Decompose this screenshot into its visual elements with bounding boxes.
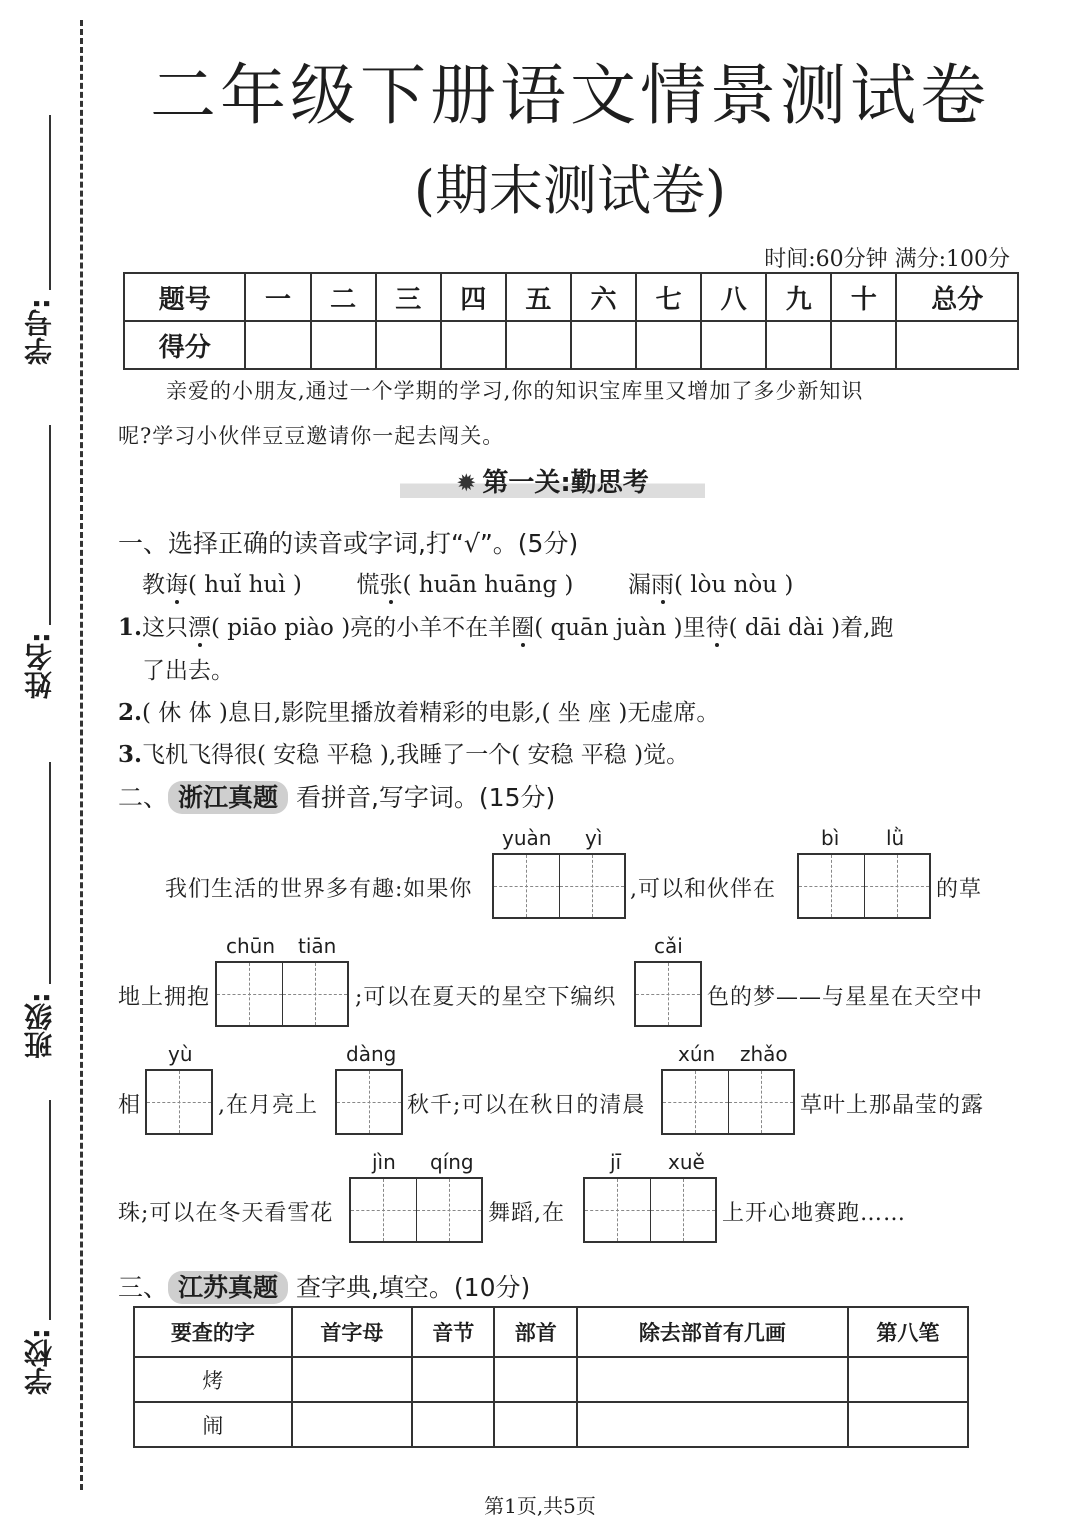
dict-header-cell: 首字母	[292, 1307, 412, 1357]
writing-box[interactable]	[215, 961, 349, 1027]
q2-instruction: 看拼音,写字词。(15分)	[295, 783, 556, 812]
item-number: 2.	[118, 699, 143, 726]
dotted-char: 漂	[188, 615, 212, 641]
dict-header-cell: 音节	[412, 1307, 495, 1357]
pinyin: xuě	[668, 1150, 705, 1174]
student-id-line	[49, 115, 51, 290]
q2-text: 我们生活的世界多有趣:如果你	[165, 877, 473, 902]
score-header-cell: 六	[571, 273, 636, 321]
writing-box[interactable]	[492, 853, 626, 919]
q2-prefix: 二、	[118, 783, 169, 812]
score-header-cell: 题号	[124, 273, 245, 321]
writing-box[interactable]	[797, 853, 931, 919]
intro-line-2: 呢?学习小伙伴豆豆邀请你一起去闯关。	[118, 424, 505, 448]
dict-answer-cell[interactable]	[292, 1357, 412, 1402]
score-header-cell: 八	[701, 273, 766, 321]
pinyin: yuàn	[502, 826, 552, 850]
example-options[interactable]: ( huān huāng )	[402, 572, 574, 598]
item-number: 3.	[118, 741, 143, 768]
pinyin: jìn	[372, 1150, 396, 1174]
dict-char-cell: 烤	[134, 1357, 292, 1402]
score-input-cell[interactable]	[376, 321, 441, 369]
score-header-cell: 总分	[896, 273, 1018, 321]
writing-box[interactable]	[145, 1069, 213, 1135]
score-input-cell[interactable]	[441, 321, 506, 369]
dict-header-cell: 部首	[494, 1307, 577, 1357]
writing-box[interactable]	[661, 1069, 795, 1135]
dict-answer-cell[interactable]	[577, 1357, 848, 1402]
score-input-cell[interactable]	[766, 321, 831, 369]
score-header-cell: 九	[766, 273, 831, 321]
dict-header-cell: 第八笔	[848, 1307, 968, 1357]
level-title: 第一关:勤思考	[482, 468, 649, 498]
pinyin: chūn	[226, 934, 276, 958]
name-label: 姓名:	[23, 632, 56, 700]
example-dotted-char: 雨	[651, 572, 674, 598]
example-dotted-char: 诲	[165, 572, 188, 598]
q2-text: 秋千;可以在秋日的清晨	[407, 1093, 646, 1118]
q3-heading	[118, 1268, 530, 1304]
q1-heading: 一、选择正确的读音或字词,打“√”。(5分)	[118, 529, 579, 558]
page-subtitle: (期末测试卷)	[413, 159, 727, 222]
text: ( quān juàn )里	[534, 615, 706, 641]
q2-text: 上开心地赛跑……	[722, 1201, 907, 1226]
score-input-cell[interactable]	[636, 321, 701, 369]
score-header-cell: 二	[311, 273, 376, 321]
dict-answer-cell[interactable]	[412, 1357, 495, 1402]
score-header-cell: 四	[441, 273, 506, 321]
score-input-cell[interactable]	[896, 321, 1018, 369]
q2-heading	[118, 778, 555, 814]
example-dotted-char: 张	[379, 572, 403, 598]
intro-line-1: 亲爱的小朋友,通过一个学期的学习,你的知识宝库里又增加了多少新知识	[166, 379, 864, 403]
dict-char-cell: 闹	[134, 1402, 292, 1447]
q3-prefix: 三、	[118, 1273, 169, 1302]
score-row-label: 得分	[124, 321, 245, 369]
q3-instruction: 查字典,填空。(10分)	[295, 1273, 531, 1302]
q2-text: 舞蹈,在	[488, 1201, 565, 1226]
dict-answer-cell[interactable]	[494, 1402, 577, 1447]
q2-text: 草叶上那晶莹的露	[800, 1093, 985, 1118]
class-label: 班级:	[23, 992, 56, 1060]
text: ( piāo piào )亮的小羊不在羊	[211, 615, 512, 641]
score-table	[123, 272, 1019, 370]
dict-answer-cell[interactable]	[577, 1402, 848, 1447]
writing-box[interactable]	[583, 1177, 717, 1243]
pinyin: yì	[585, 826, 603, 850]
score-header-cell: 五	[506, 273, 571, 321]
q1-sentence-1-continued: 了出去。	[142, 658, 234, 684]
writing-box[interactable]	[634, 961, 702, 1027]
example-char: 教	[142, 572, 165, 598]
score-input-cell[interactable]	[831, 321, 896, 369]
name-line	[49, 425, 51, 625]
item-number: 1.	[118, 614, 143, 641]
page-title: 二年级下册语文情景测试卷	[150, 57, 990, 134]
example-options[interactable]: ( huǐ huì )	[188, 572, 302, 598]
q2-text: 珠;可以在冬天看雪花	[118, 1201, 334, 1226]
q1-sentence-1[interactable]	[118, 609, 893, 642]
q2-text: ;可以在夏天的星空下编织	[355, 985, 617, 1010]
dotted-char: 圈	[511, 615, 535, 641]
score-input-cell[interactable]	[245, 321, 310, 369]
page-footer: 第1页,共5页	[484, 1494, 596, 1518]
q2-text: 地上拥抱	[118, 985, 211, 1010]
dict-answer-cell[interactable]	[292, 1402, 412, 1447]
score-header-cell: 一	[245, 273, 310, 321]
pinyin: bì	[821, 826, 840, 850]
text: 飞机飞得很( 安稳 平稳 ),我睡了一个( 安稳 平稳 )觉。	[142, 742, 690, 768]
score-header-cell: 十	[831, 273, 896, 321]
dotted-char: 待	[705, 615, 729, 641]
q1-sentence-3[interactable]	[118, 736, 689, 769]
level-banner	[400, 462, 705, 498]
dict-answer-cell[interactable]	[412, 1402, 495, 1447]
time-and-score-info: 时间:60分钟 满分:100分	[764, 247, 1010, 272]
star-icon: ✹	[456, 469, 477, 497]
pinyin: yù	[168, 1042, 193, 1066]
q1-sentence-2[interactable]	[118, 694, 719, 727]
dict-header-cell: 要查的字	[134, 1307, 292, 1357]
dict-answer-cell[interactable]	[494, 1357, 577, 1402]
pinyin: jī	[610, 1150, 622, 1174]
example-char: 慌	[356, 572, 380, 598]
writing-box[interactable]	[335, 1069, 403, 1135]
q2-text: 相	[118, 1093, 142, 1118]
text: ( dāi dài )着,跑	[728, 615, 894, 641]
score-input-cell[interactable]	[311, 321, 376, 369]
score-input-cell[interactable]	[701, 321, 766, 369]
pinyin: cǎi	[654, 934, 683, 958]
class-line	[49, 762, 51, 984]
score-header-cell: 三	[376, 273, 441, 321]
dict-answer-cell[interactable]	[848, 1357, 968, 1402]
score-header-cell: 七	[636, 273, 701, 321]
example-options[interactable]: ( lòu nòu )	[674, 572, 794, 598]
pinyin: dàng	[346, 1042, 397, 1066]
dict-answer-cell[interactable]	[848, 1402, 968, 1447]
student-id-label: 学号:	[23, 298, 56, 366]
q1-examples	[142, 566, 793, 599]
q2-text: 色的梦——与星星在天空中	[707, 985, 984, 1010]
pinyin: lǜ	[886, 826, 905, 850]
dict-header-cell: 除去部首有几画	[577, 1307, 848, 1357]
q3-tag: 江苏真题	[168, 1271, 288, 1304]
score-input-cell[interactable]	[506, 321, 571, 369]
text: 这只	[142, 615, 189, 641]
binding-margin	[0, 0, 80, 1527]
q2-tag: 浙江真题	[168, 781, 288, 814]
score-input-cell[interactable]	[571, 321, 636, 369]
writing-box[interactable]	[349, 1177, 483, 1243]
school-line	[49, 1100, 51, 1320]
pinyin: zhǎo	[740, 1042, 788, 1066]
text: ( 休 体 )息日,影院里播放着精彩的电影,( 坐 座 )无虚席。	[142, 700, 720, 726]
q2-text: ,在月亮上	[218, 1093, 318, 1118]
pinyin: xún	[678, 1042, 716, 1066]
q2-text: 的草	[936, 877, 983, 902]
pinyin: qíng	[430, 1150, 474, 1174]
binding-dashed-line	[80, 20, 83, 1490]
dictionary-table	[133, 1306, 969, 1448]
q2-text: ,可以和伙伴在	[630, 877, 776, 902]
school-label: 学校:	[23, 1328, 56, 1396]
example-char: 漏	[628, 572, 651, 598]
pinyin: tiān	[298, 934, 337, 958]
